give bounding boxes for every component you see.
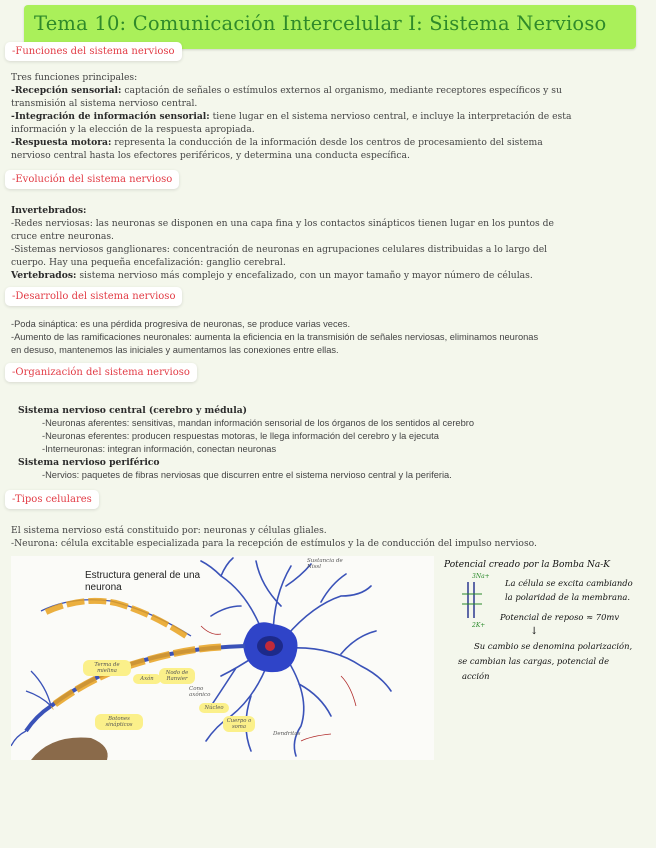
desarrollo-block — [11, 318, 651, 357]
note-line: Potencial de reposo ≈ 70mv — [500, 612, 620, 622]
label-nucleo: Núcleo — [199, 703, 229, 713]
funcion-item-cont: información y la elección de la respuesta apropiada. — [11, 124, 255, 135]
label-axon: Axón — [133, 674, 161, 684]
organizacion-block — [18, 404, 648, 482]
invertebrados-label: Invertebrados: — [11, 205, 87, 216]
note-line: Su cambio se denomina polarización, — [474, 641, 633, 651]
tipos-line: -Neurona: célula excitable especializada para la recepción de estímulos y la de conducción del impulso nervioso. — [11, 538, 537, 549]
note-line: La célula se excita cambiando — [505, 578, 633, 588]
org-line: -Neuronas aferentes: sensitivas, mandan información sensorial de los órganos de los sentidos al cerebro — [42, 418, 475, 428]
note-k: 2K+ — [472, 622, 486, 629]
funciones-block — [11, 71, 646, 162]
heading-organizacion: -Organización del sistema nervioso — [5, 363, 197, 382]
org-line: -Interneuronas: integran información, conectan neuronas — [42, 444, 277, 454]
note-na: 3Na+ — [472, 573, 490, 580]
arrow-down: ↓ — [530, 626, 539, 637]
heading-evolucion: -Evolución del sistema nervioso — [5, 170, 179, 189]
sn-periferico-label: Sistema nervioso periférico — [18, 457, 160, 468]
note-line: la polaridad de la membrana. — [505, 592, 631, 602]
heading-desarrollo: -Desarrollo del sistema nervioso — [5, 287, 182, 306]
funcion-item-cont: nervioso central hasta los efectores periféricos, y determina una conducta específica. — [11, 150, 410, 161]
label-cono: Cono axónico — [189, 686, 211, 698]
note-line: acción — [462, 671, 490, 681]
evolucion-line: -Sistemas nerviosos ganglionares: concentración de neuronas en agrupaciones celulares distribuidas a lo largo del — [11, 244, 548, 255]
neuron-figure — [11, 556, 434, 760]
figure-title: Estructura general de una neurona — [85, 570, 201, 593]
funcion-item: -Integración de información sensorial: tiene lugar en el sistema nervioso central, e incluye la interpretación de esta — [11, 111, 572, 122]
evolucion-line: cruce entre neuronas. — [11, 231, 114, 242]
label-cuerpo: Cuerpo o soma — [223, 716, 255, 732]
org-line: -Neuronas eferentes: producen respuestas motoras, le llega información del cerebro y la ejecuta — [42, 431, 439, 441]
heading-tipos: -Tipos celulares — [5, 490, 99, 509]
page-title: Tema 10: Comunicación Intercelular I: Sistema Nervioso — [34, 12, 607, 35]
label-botones: Botones sinápticos — [95, 714, 143, 730]
neuron-illustration — [11, 556, 434, 760]
desarrollo-line: en desuso, mantenemos las iniciales y aumentamos las conexiones entre ellas. — [11, 345, 339, 355]
evolucion-block — [11, 204, 646, 282]
org-line: -Nervios: paquetes de fibras nerviosas que discurren entre el sistema nervioso central y la periferia. — [42, 470, 452, 480]
note-line: Potencial creado por la Bomba Na-K — [444, 560, 610, 570]
desarrollo-line: -Poda sináptica: es una pérdida progresiva de neuronas, se produce varias veces. — [11, 319, 351, 329]
sn-central-label: Sistema nervioso central (cerebro y médula) — [18, 405, 247, 416]
vertebrados-line: Vertebrados: sistema nervioso más complejo y encefalizado, con un mayor tamaño y mayor número de células. — [11, 270, 533, 281]
funcion-item: -Respuesta motora: representa la conducción de la información desde los centros de procesamiento del sistema — [11, 137, 543, 148]
label-ranvier: Nodo de Ranvier — [159, 668, 195, 684]
label-nissl: Sustancia de Nissl — [307, 558, 343, 570]
tipos-block — [11, 524, 651, 550]
note-line: se cambian las cargas, potencial de — [458, 656, 610, 666]
funciones-intro: Tres funciones principales: — [11, 72, 138, 83]
funcion-item: -Recepción sensorial: captación de señales o estímulos externos al organismo, mediante receptores específicos y su — [11, 85, 562, 96]
evolucion-line: -Redes nerviosas: las neuronas se disponen en una capa fina y los contactos sinápticos tienen lugar en los puntos de — [11, 218, 554, 229]
label-mielina: Terma de mielina — [83, 660, 131, 676]
label-dendritas: Dendritas — [273, 731, 301, 737]
desarrollo-line: -Aumento de las ramificaciones neuronales: aumenta la eficiencia en la transmisión de señales nerviosas, eliminamos neuronas — [11, 332, 539, 342]
tipos-line: El sistema nervioso está constituido por: neuronas y células gliales. — [11, 525, 327, 536]
funcion-item-cont: transmisión al sistema nervioso central. — [11, 98, 198, 109]
evolucion-line: cuerpo. Hay una pequeña encefalización: ganglio cerebral. — [11, 257, 286, 268]
heading-funciones: -Funciones del sistema nervioso — [5, 42, 182, 61]
